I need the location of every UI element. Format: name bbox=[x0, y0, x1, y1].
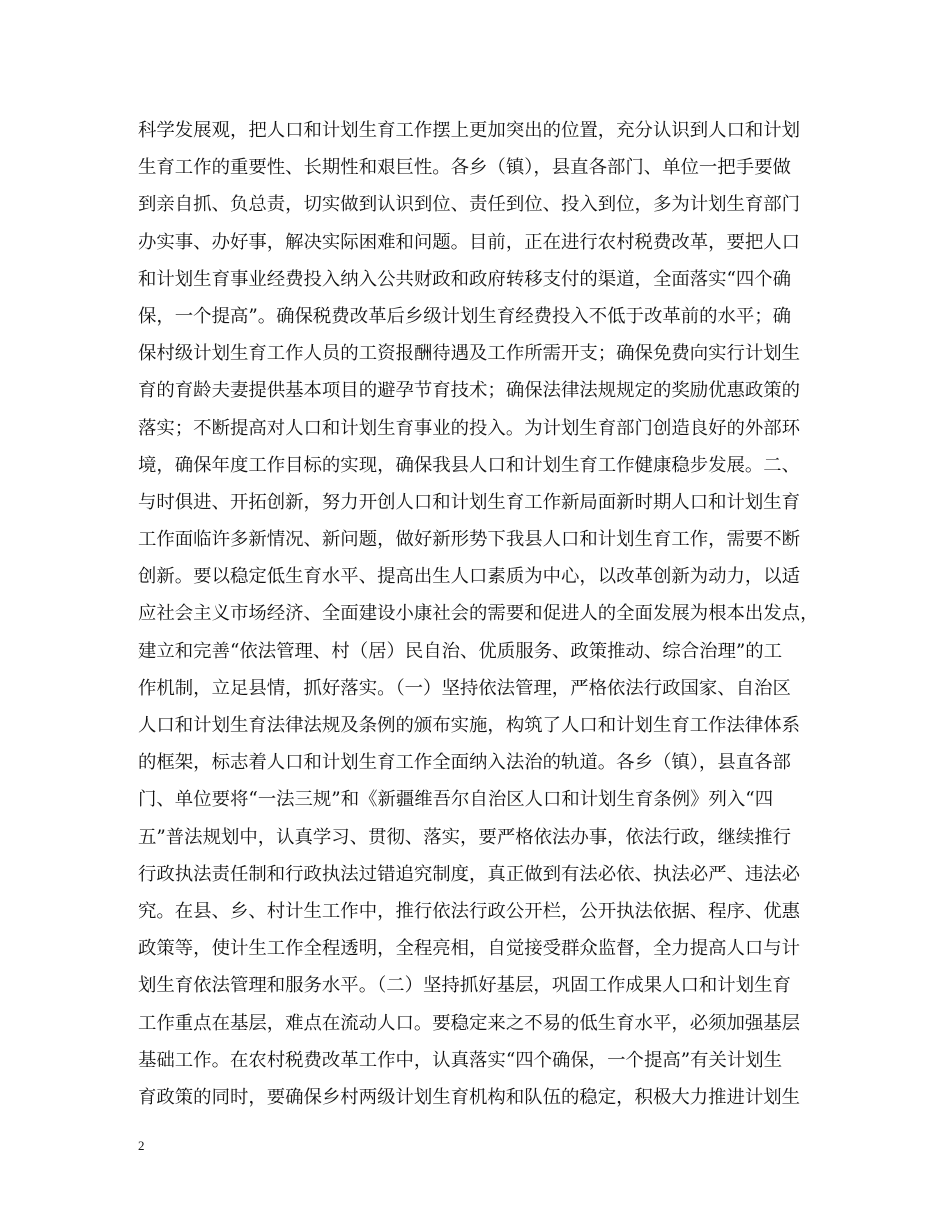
text-line: 创新。要以稳定低生育水平、提高出生人口素质为中心，以改革创新为动力，以适 bbox=[138, 566, 801, 588]
text-line: 到亲自抓、负总责，切实做到认识到位、责任到位、投入到位，多为计划生育部门 bbox=[138, 194, 801, 216]
text-line: 落实；不断提高对人口和计划生育事业的投入。为计划生育部门创造良好的外部环 bbox=[138, 417, 801, 439]
text-line: 政策等，使计生工作全程透明，全程亮相，自觉接受群众监督，全力提高人口与计 bbox=[138, 938, 801, 960]
text-line: 应社会主义市场经济、全面建设小康社会的需要和促进人的全面发展为根本出发点， bbox=[138, 603, 819, 625]
text-line: 五”普法规划中，认真学习、贯彻、落实，要严格依法办事，依法行政，继续推行 bbox=[138, 826, 792, 848]
text-line: 育政策的同时，要确保乡村两级计划生育机构和队伍的稳定，积极大力推进计划生 bbox=[138, 1086, 801, 1108]
page-number: 2 bbox=[138, 1138, 145, 1153]
text-line: 行政执法责任制和行政执法过错追究制度，真正做到有法必依、执法必严、违法必 bbox=[138, 863, 801, 885]
body-text bbox=[138, 112, 818, 1116]
text-line: 工作重点在基层，难点在流动人口。要稳定来之不易的低生育水平，必须加强基层 bbox=[138, 1012, 801, 1034]
text-line: 科学发展观，把人口和计划生育工作摆上更加突出的位置，充分认识到人口和计划 bbox=[138, 120, 801, 141]
text-line: 和计划生育事业经费投入纳入公共财政和政府转移支付的渠道，全面落实“四个确 bbox=[138, 268, 792, 290]
text-line: 作机制，立足县情，抓好落实。（一）坚持依法管理，严格依法行政国家、自治区 bbox=[138, 677, 791, 699]
text-line: 划生育依法管理和服务水平。（二）坚持抓好基层，巩固工作成果人口和计划生育 bbox=[138, 975, 791, 997]
text-line: 育的育龄夫妻提供基本项目的避孕节育技术；确保法律法规规定的奖励优惠政策的 bbox=[138, 380, 801, 402]
text-line: 建立和完善“依法管理、村（居）民自治、优质服务、政策推动、综合治理”的工 bbox=[138, 640, 783, 662]
text-line: 境，确保年度工作目标的实现，确保我县人口和计划生育工作健康稳步发展。二、 bbox=[138, 454, 801, 476]
text-line: 的框架，标志着人口和计划生育工作全面纳入法治的轨道。各乡（镇），县直各部 bbox=[138, 752, 791, 774]
text-line: 生育工作的重要性、长期性和艰巨性。各乡（镇），县直各部门、单位一把手要做 bbox=[138, 157, 791, 179]
text-line: 保，一个提高”。确保税费改革后乡级计划生育经费投入不低于改革前的水平；确 bbox=[138, 305, 792, 327]
text-line: 究。在县、乡、村计生工作中，推行依法行政公开栏，公开执法依据、程序、优惠 bbox=[138, 900, 801, 922]
text-line: 基础工作。在农村税费改革工作中，认真落实“四个确保，一个提高”有关计划生 bbox=[138, 1049, 783, 1071]
text-line: 与时俱进、开拓创新，努力开创人口和计划生育工作新局面新时期人口和计划生育 bbox=[138, 491, 801, 513]
text-line: 办实事、办好事，解决实际困难和问题。目前，正在进行农村税费改革，要把人口 bbox=[138, 231, 801, 253]
text-line: 工作面临许多新情况、新问题，做好新形势下我县人口和计划生育工作，需要不断 bbox=[138, 529, 801, 551]
text-line: 门、单位要将“一法三规”和《新疆维吾尔自治区人口和计划生育条例》列入“四 bbox=[138, 789, 774, 811]
text-line: 保村级计划生育工作人员的工资报酬待遇及工作所需开支；确保免费向实行计划生 bbox=[138, 343, 801, 365]
text-line: 人口和计划生育法律法规及条例的颁布实施，构筑了人口和计划生育工作法律体系 bbox=[138, 715, 801, 736]
